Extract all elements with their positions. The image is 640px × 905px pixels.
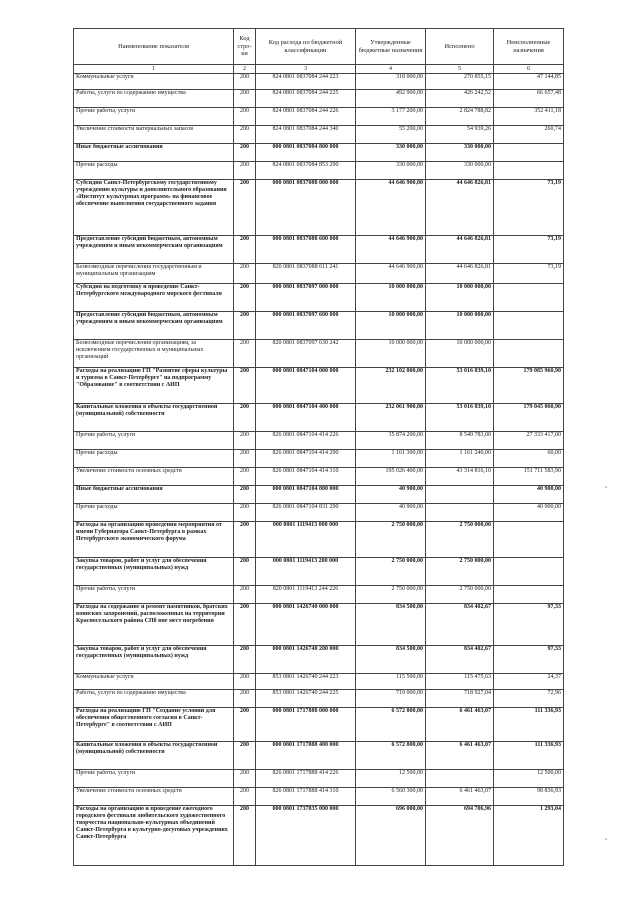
cell-approved: 3 177 200,00 [356,108,426,126]
cell-unexecuted: 260,74 [494,126,564,144]
cell-approved: 10 000 000,00 [356,312,426,340]
cell-approved: 12 500,00 [356,770,426,788]
table-row [74,646,564,674]
cell-indicator-name: Увеличение стоимости основных средств [74,788,234,806]
cell-budget-code: 820 0801 1119413 244 226 [256,586,356,604]
cell-executed: 8 540 783,00 [426,432,494,450]
cell-unexecuted: 179 085 960,90 [494,368,564,404]
table-row [74,432,564,450]
table-row [74,522,564,558]
cell-indicator-name: Предоставление субсидий бюджетным, автономным учреждениям и иным некоммерческим организациям [74,312,234,340]
cell-unexecuted: 73,19 [494,180,564,236]
cell-unexecuted: 111 336,93 [494,742,564,770]
cell-budget-code: 000 0801 1119413 200 000 [256,558,356,586]
cell-executed [426,504,494,522]
cell-budget-code: 820 0801 0837088 611 241 [256,264,356,284]
cell-budget-code: 000 0801 1119413 000 000 [256,522,356,558]
cell-line-code: 200 [234,74,256,90]
cell-approved: 2 750 000,00 [356,586,426,604]
cell-budget-code: 820 0801 0837097 630 242 [256,340,356,368]
table-body [74,74,564,866]
cell-budget-code: 824 0801 0837084 244 225 [256,90,356,108]
scan-speck [605,486,607,488]
cell-executed [426,770,494,788]
cell-indicator-name: Капитальные вложения в объекты государственной (муниципальной) собственности [74,404,234,432]
cell-unexecuted: 151 711 583,90 [494,468,564,486]
table-row [74,708,564,742]
cell-executed: 718 927,04 [426,690,494,708]
table-row [74,108,564,126]
cell-budget-code: 824 0801 0837084 244 223 [256,74,356,90]
cell-executed: 53 016 839,10 [426,404,494,432]
cell-executed: 426 242,52 [426,90,494,108]
header-row [74,29,564,65]
cell-unexecuted: 97,33 [494,646,564,674]
cell-line-code: 200 [234,522,256,558]
cell-line-code: 200 [234,368,256,404]
cell-unexecuted: 40 900,00 [494,504,564,522]
cell-budget-code: 000 0801 1717888 000 000 [256,708,356,742]
scan-speck [605,838,607,840]
cell-budget-code: 824 0801 0837084 244 340 [256,126,356,144]
cell-executed: 2 750 000,00 [426,522,494,558]
cell-unexecuted: 97,33 [494,604,564,646]
cell-budget-code: 000 0801 1426740 200 000 [256,646,356,674]
cell-indicator-name: Прочие работы, услуги [74,108,234,126]
cell-line-code: 200 [234,770,256,788]
cell-budget-code: 826 0801 1717888 414 310 [256,788,356,806]
cell-approved: 6 560 300,00 [356,788,426,806]
cell-executed: 694 706,96 [426,806,494,866]
cell-indicator-name: Увеличение стоимости основных средств [74,468,234,486]
cell-unexecuted: 98 836,93 [494,788,564,806]
column-index-row [74,65,564,74]
column-index: 4 [356,65,426,74]
table-row [74,468,564,486]
cell-approved: 232 061 900,00 [356,404,426,432]
cell-executed: 6 461 463,07 [426,708,494,742]
cell-line-code: 200 [234,788,256,806]
cell-line-code: 200 [234,180,256,236]
cell-executed: 115 475,63 [426,674,494,690]
cell-indicator-name: Прочие расходы [74,450,234,468]
cell-indicator-name: Прочие работы, услуги [74,586,234,604]
cell-unexecuted: 73,19 [494,264,564,284]
budget-execution-table [73,28,564,866]
cell-budget-code: 000 0801 1426740 000 000 [256,604,356,646]
cell-executed: 330 000,00 [426,162,494,180]
table-row [74,284,564,312]
cell-unexecuted: 24,37 [494,674,564,690]
cell-indicator-name: Коммунальные услуги [74,674,234,690]
cell-line-code: 200 [234,126,256,144]
cell-executed: 834 402,67 [426,646,494,674]
cell-line-code: 200 [234,284,256,312]
cell-approved: 55 200,00 [356,126,426,144]
header-budget-code: Код расхода по бюджетной классификации [256,29,356,65]
cell-executed: 1 161 240,00 [426,450,494,468]
table-row [74,742,564,770]
table-row [74,788,564,806]
cell-line-code: 200 [234,806,256,866]
cell-approved: 10 000 000,00 [356,284,426,312]
cell-unexecuted: 72,96 [494,690,564,708]
cell-line-code: 200 [234,486,256,504]
cell-budget-code: 000 0801 1737835 000 000 [256,806,356,866]
table-row [74,340,564,368]
cell-indicator-name: Прочие расходы [74,504,234,522]
cell-indicator-name: Коммунальные услуги [74,74,234,90]
cell-unexecuted: 47 144,85 [494,74,564,90]
column-index: 6 [494,65,564,74]
cell-indicator-name: Расходы на содержание и ремонт памятников, братских воинских захоронений, расположенных на территории Красносельского района СПб вне мест погребения [74,604,234,646]
table-row [74,604,564,646]
cell-indicator-name: Расходы на реализацию ГП "Развитие сферы культуры и туризма в Санкт-Петербурге" на подпрограмму "Образование" в соответствии с АИП [74,368,234,404]
cell-line-code: 200 [234,674,256,690]
table-row [74,770,564,788]
cell-budget-code: 000 0801 0837097 000 000 [256,284,356,312]
cell-budget-code: 853 0801 1426740 244 223 [256,674,356,690]
cell-indicator-name: Капитальные вложения в объекты государственной (муниципальной) собственности [74,742,234,770]
cell-budget-code: 824 0801 0837084 853 290 [256,162,356,180]
cell-line-code: 200 [234,586,256,604]
cell-indicator-name: Субсидия на подготовку и проведение Санкт-Петербургского международного морского фестиваля [74,284,234,312]
cell-approved: 330 000,00 [356,162,426,180]
table-row [74,180,564,236]
cell-budget-code: 000 0801 1717888 400 000 [256,742,356,770]
cell-unexecuted: 40 900,00 [494,486,564,504]
cell-approved: 834 500,00 [356,646,426,674]
cell-executed: 2 750 000,00 [426,586,494,604]
cell-indicator-name: Работы, услуги по содержанию имущества [74,90,234,108]
cell-approved: 492 900,00 [356,90,426,108]
header-indicator-name: Наименование показателя [74,29,234,65]
table-row [74,586,564,604]
cell-approved: 696 000,00 [356,806,426,866]
cell-unexecuted [494,144,564,162]
cell-approved: 44 646 900,00 [356,180,426,236]
cell-indicator-name: Прочие работы, услуги [74,770,234,788]
cell-budget-code: 826 0801 0847104 414 310 [256,468,356,486]
cell-line-code: 200 [234,340,256,368]
cell-unexecuted: 60,00 [494,450,564,468]
table-row [74,144,564,162]
cell-line-code: 200 [234,162,256,180]
cell-line-code: 200 [234,646,256,674]
cell-approved: 2 750 000,00 [356,558,426,586]
cell-budget-code: 853 0801 1426740 244 225 [256,690,356,708]
cell-executed [426,486,494,504]
cell-budget-code: 826 0801 1717888 414 226 [256,770,356,788]
cell-indicator-name: Прочие работы, услуги [74,432,234,450]
column-index: 3 [256,65,356,74]
table-row [74,162,564,180]
cell-line-code: 200 [234,708,256,742]
cell-line-code: 200 [234,604,256,646]
cell-line-code: 200 [234,312,256,340]
cell-line-code: 200 [234,108,256,126]
cell-unexecuted: 179 045 060,90 [494,404,564,432]
cell-unexecuted: 1 293,04 [494,806,564,866]
cell-executed: 10 000 000,00 [426,312,494,340]
cell-budget-code: 824 0801 0837084 244 226 [256,108,356,126]
cell-indicator-name: Расходы на организацию и проведение ежегодного городского фестиваля любительского художественного творчества национально-культурных объединений Санкт-Петербурга в культурно-досуговых учреждениях Санкт-Петербурга [74,806,234,866]
cell-approved: 35 874 200,00 [356,432,426,450]
cell-approved: 195 026 400,00 [356,468,426,486]
cell-budget-code: 000 0801 0847104 800 000 [256,486,356,504]
cell-line-code: 200 [234,90,256,108]
cell-budget-code: 000 0801 0837084 800 000 [256,144,356,162]
cell-indicator-name: Увеличение стоимости материальных запасов [74,126,234,144]
cell-approved: 330 000,00 [356,144,426,162]
cell-executed: 10 000 000,00 [426,340,494,368]
cell-indicator-name: Безвозмездные перечисления государственным и муниципальным организациям [74,264,234,284]
table-row [74,486,564,504]
table-row [74,806,564,866]
cell-indicator-name: Безвозмездные перечисления организациям, за исключением государственных и муниципальных организаций [74,340,234,368]
cell-line-code: 200 [234,468,256,486]
cell-unexecuted: 27 333 417,00 [494,432,564,450]
cell-line-code: 200 [234,404,256,432]
cell-executed: 54 939,26 [426,126,494,144]
cell-indicator-name: Расходы на реализацию ГП "Создание условий для обеспечения общественного согласия в Санкт-Петербурге" в соответствии с АИП [74,708,234,742]
cell-executed: 44 646 826,81 [426,264,494,284]
cell-approved: 115 500,00 [356,674,426,690]
cell-indicator-name: Предоставление субсидий бюджетным, автономным учреждениям и иным некоммерческим организациям [74,236,234,264]
cell-approved: 318 000,00 [356,74,426,90]
table-row [74,126,564,144]
cell-indicator-name: Расходы на организацию проведения мероприятия от имени Губернатора Санкт-Петербурга в рамках Петербургского экономического форума [74,522,234,558]
cell-approved: 1 161 300,00 [356,450,426,468]
table-row [74,368,564,404]
cell-approved: 834 500,00 [356,604,426,646]
cell-executed: 43 314 816,10 [426,468,494,486]
cell-budget-code: 826 0801 0847104 414 226 [256,432,356,450]
column-index: 2 [234,65,256,74]
cell-unexecuted [494,284,564,312]
cell-budget-code: 826 0801 0847104 831 290 [256,504,356,522]
cell-executed: 270 855,15 [426,74,494,90]
table-row [74,690,564,708]
cell-budget-code: 000 0801 0837097 600 000 [256,312,356,340]
cell-indicator-name: Закупка товаров, работ и услуг для обеспечения государственных (муниципальных) нужд [74,558,234,586]
cell-executed: 44 646 826,81 [426,236,494,264]
cell-executed: 10 000 000,00 [426,284,494,312]
cell-unexecuted: 73,19 [494,236,564,264]
cell-indicator-name: Закупка товаров, работ и услуг для обеспечения государственных (муниципальных) нужд [74,646,234,674]
cell-budget-code: 000 0801 0837088 600 000 [256,236,356,264]
cell-line-code: 200 [234,742,256,770]
cell-indicator-name: Иные бюджетные ассигнования [74,486,234,504]
column-index: 5 [426,65,494,74]
cell-line-code: 200 [234,450,256,468]
cell-line-code: 200 [234,236,256,264]
header-executed: Исполнено [426,29,494,65]
cell-unexecuted [494,312,564,340]
table-row [74,236,564,264]
cell-budget-code: 826 0801 0847104 414 290 [256,450,356,468]
cell-executed: 834 402,67 [426,604,494,646]
table-row [74,74,564,90]
cell-unexecuted [494,522,564,558]
table-row [74,90,564,108]
cell-approved: 2 750 000,00 [356,522,426,558]
cell-budget-code: 000 0801 0837088 000 000 [256,180,356,236]
cell-executed: 44 646 826,81 [426,180,494,236]
cell-approved: 44 646 900,00 [356,264,426,284]
cell-approved: 40 900,00 [356,504,426,522]
cell-approved: 6 572 800,00 [356,708,426,742]
table-row [74,404,564,432]
table-row [74,558,564,586]
cell-line-code: 200 [234,432,256,450]
cell-indicator-name: Прочие расходы [74,162,234,180]
cell-approved: 40 900,00 [356,486,426,504]
budget-report-sheet [73,28,563,866]
cell-line-code: 200 [234,144,256,162]
header-approved: Утвержденные бюджетные назначения [356,29,426,65]
cell-unexecuted: 66 657,48 [494,90,564,108]
cell-indicator-name: Иные бюджетные ассигнования [74,144,234,162]
cell-executed: 6 461 463,07 [426,742,494,770]
cell-executed: 2 750 000,00 [426,558,494,586]
cell-unexecuted [494,162,564,180]
cell-line-code: 200 [234,690,256,708]
cell-unexecuted: 111 336,93 [494,708,564,742]
table-row [74,504,564,522]
cell-executed: 53 016 839,10 [426,368,494,404]
cell-approved: 10 000 000,00 [356,340,426,368]
cell-executed: 330 000,00 [426,144,494,162]
cell-approved: 719 000,00 [356,690,426,708]
table-row [74,450,564,468]
cell-budget-code: 000 0801 0847104 000 000 [256,368,356,404]
header-line-code: Код стро-ки [234,29,256,65]
cell-unexecuted [494,558,564,586]
cell-unexecuted: 12 500,00 [494,770,564,788]
cell-unexecuted [494,340,564,368]
cell-unexecuted [494,586,564,604]
cell-approved: 6 572 800,00 [356,742,426,770]
cell-line-code: 200 [234,504,256,522]
cell-executed: 6 461 463,07 [426,788,494,806]
cell-approved: 44 646 900,00 [356,236,426,264]
cell-line-code: 200 [234,264,256,284]
cell-indicator-name: Субсидия Санкт-Петербургскому государственному учреждению культуры и дополнительного образования «Институт культурных программ» на финансовое обеспечение выполнения государственного задания [74,180,234,236]
cell-executed: 2 824 788,82 [426,108,494,126]
cell-line-code: 200 [234,558,256,586]
cell-approved: 232 102 800,00 [356,368,426,404]
column-index: 1 [74,65,234,74]
header-unexecuted: Неисполненные назначения [494,29,564,65]
table-row [74,312,564,340]
table-row [74,674,564,690]
cell-budget-code: 000 0801 0847104 400 000 [256,404,356,432]
cell-indicator-name: Работы, услуги по содержанию имущества [74,690,234,708]
table-row [74,264,564,284]
cell-unexecuted: 352 411,18 [494,108,564,126]
